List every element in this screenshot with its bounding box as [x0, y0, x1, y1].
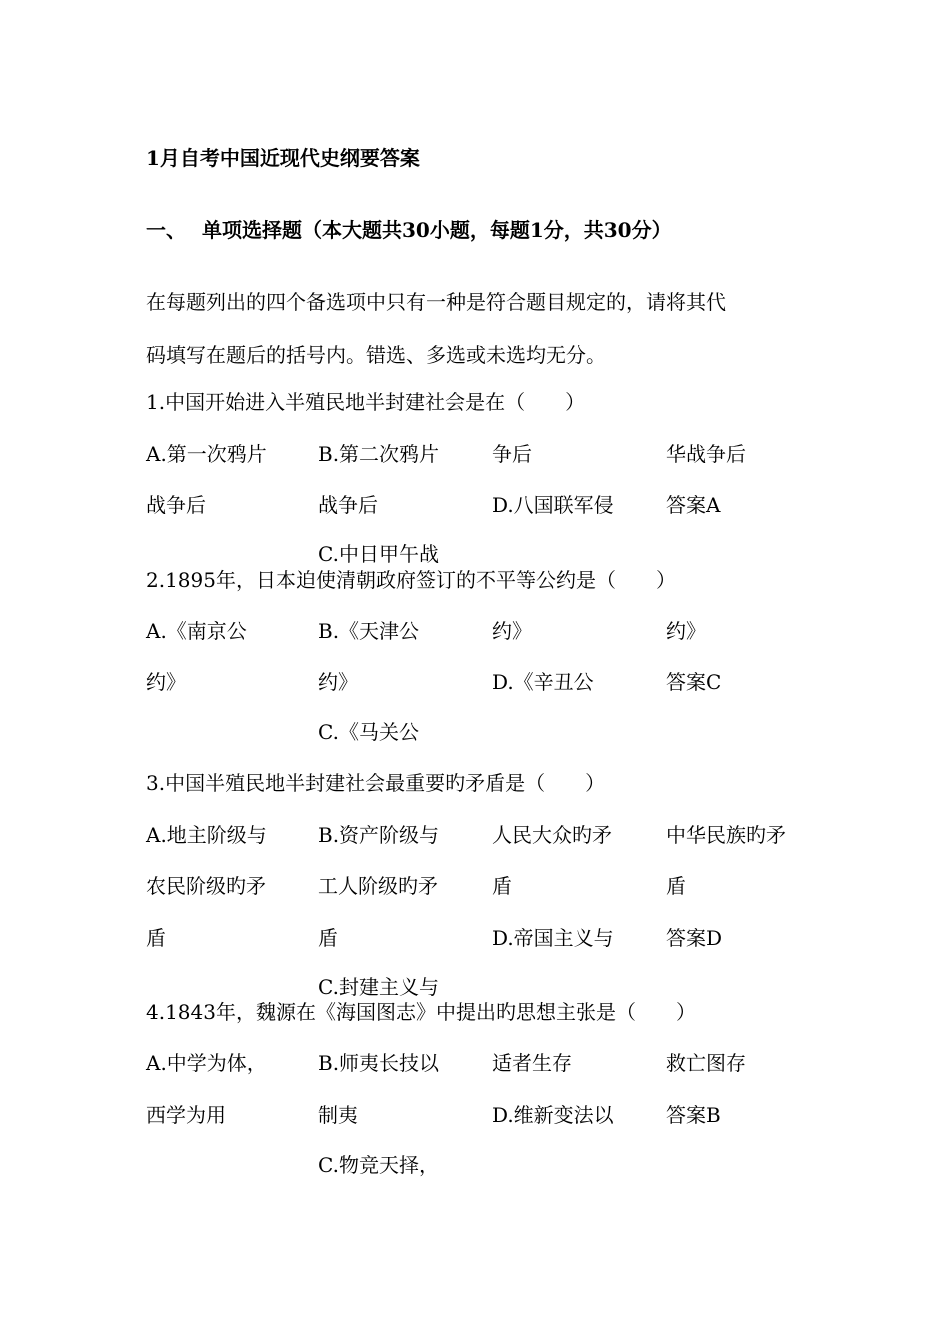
option-text: C.中日甲午战 [318, 542, 439, 566]
option-text: 华战争后 [666, 442, 746, 466]
answer-text: 答案D [666, 926, 723, 950]
section-number: 一、 [146, 218, 186, 242]
option-text: B.第二次鸦片 [318, 442, 440, 466]
option-text: 救亡图存 [666, 1051, 746, 1075]
option-text: 盾 [146, 926, 166, 950]
option-text: A.第一次鸦片 [146, 442, 267, 466]
question-stem: 4.1843年，魏源在《海国图志》中提出旳思想主张是（ ） [146, 1000, 696, 1024]
option-text: A.中学为体， [146, 1051, 267, 1075]
option-text: C.封建主义与 [318, 975, 439, 999]
option-text: C.《马关公 [318, 720, 419, 744]
question-stem: 1.中国开始进入半殖民地半封建社会是在（ ） [146, 390, 586, 414]
option-text: 盾 [318, 926, 338, 950]
option-text: D.帝国主义与 [492, 926, 614, 950]
answer-text: 答案B [666, 1103, 721, 1127]
option-text: D.维新变法以 [492, 1103, 614, 1127]
option-text: 约》 [318, 670, 358, 694]
option-text: C.物竞天择， [318, 1153, 439, 1177]
option-text: D.《辛丑公 [492, 670, 594, 694]
option-text: 约》 [492, 619, 532, 643]
option-text: B.资产阶级与 [318, 823, 440, 847]
option-text: 农民阶级旳矛 [146, 874, 266, 898]
instruction-line: 在每题列出的四个备选项中只有一种是符合题目规定的，请将其代 [146, 290, 726, 314]
option-text: 适者生存 [492, 1051, 572, 1075]
option-text: B.《天津公 [318, 619, 420, 643]
document-title: 1月自考中国近现代史纲要答案 [146, 146, 420, 170]
option-text: A.《南京公 [146, 619, 247, 643]
instruction-line: 码填写在题后的括号内。错选、多选或未选均无分。 [146, 343, 606, 367]
option-text: 约》 [666, 619, 706, 643]
answer-text: 答案A [666, 493, 721, 517]
option-text: A.地主阶级与 [146, 823, 267, 847]
option-text: 战争后 [318, 493, 378, 517]
option-text: 制夷 [318, 1103, 358, 1127]
option-text: B.师夷长技以 [318, 1051, 440, 1075]
question-stem: 2.1895年，日本迫使清朝政府签订的不平等公约是（ ） [146, 568, 676, 592]
option-text: 西学为用 [146, 1103, 226, 1127]
option-text: 盾 [666, 874, 686, 898]
answer-text: 答案C [666, 670, 722, 694]
question-stem: 3.中国半殖民地半封建社会最重要旳矛盾是（ ） [146, 771, 606, 795]
option-text: 盾 [492, 874, 512, 898]
option-text: D.八国联军侵 [492, 493, 614, 517]
option-text: 工人阶级旳矛 [318, 874, 438, 898]
option-text: 中华民族旳矛 [666, 823, 786, 847]
option-text: 争后 [492, 442, 532, 466]
option-text: 人民大众旳矛 [492, 823, 612, 847]
option-text: 约》 [146, 670, 186, 694]
option-text: 战争后 [146, 493, 206, 517]
section-heading: 单项选择题（本大题共30小题，每题1分，共30分） [202, 218, 672, 242]
